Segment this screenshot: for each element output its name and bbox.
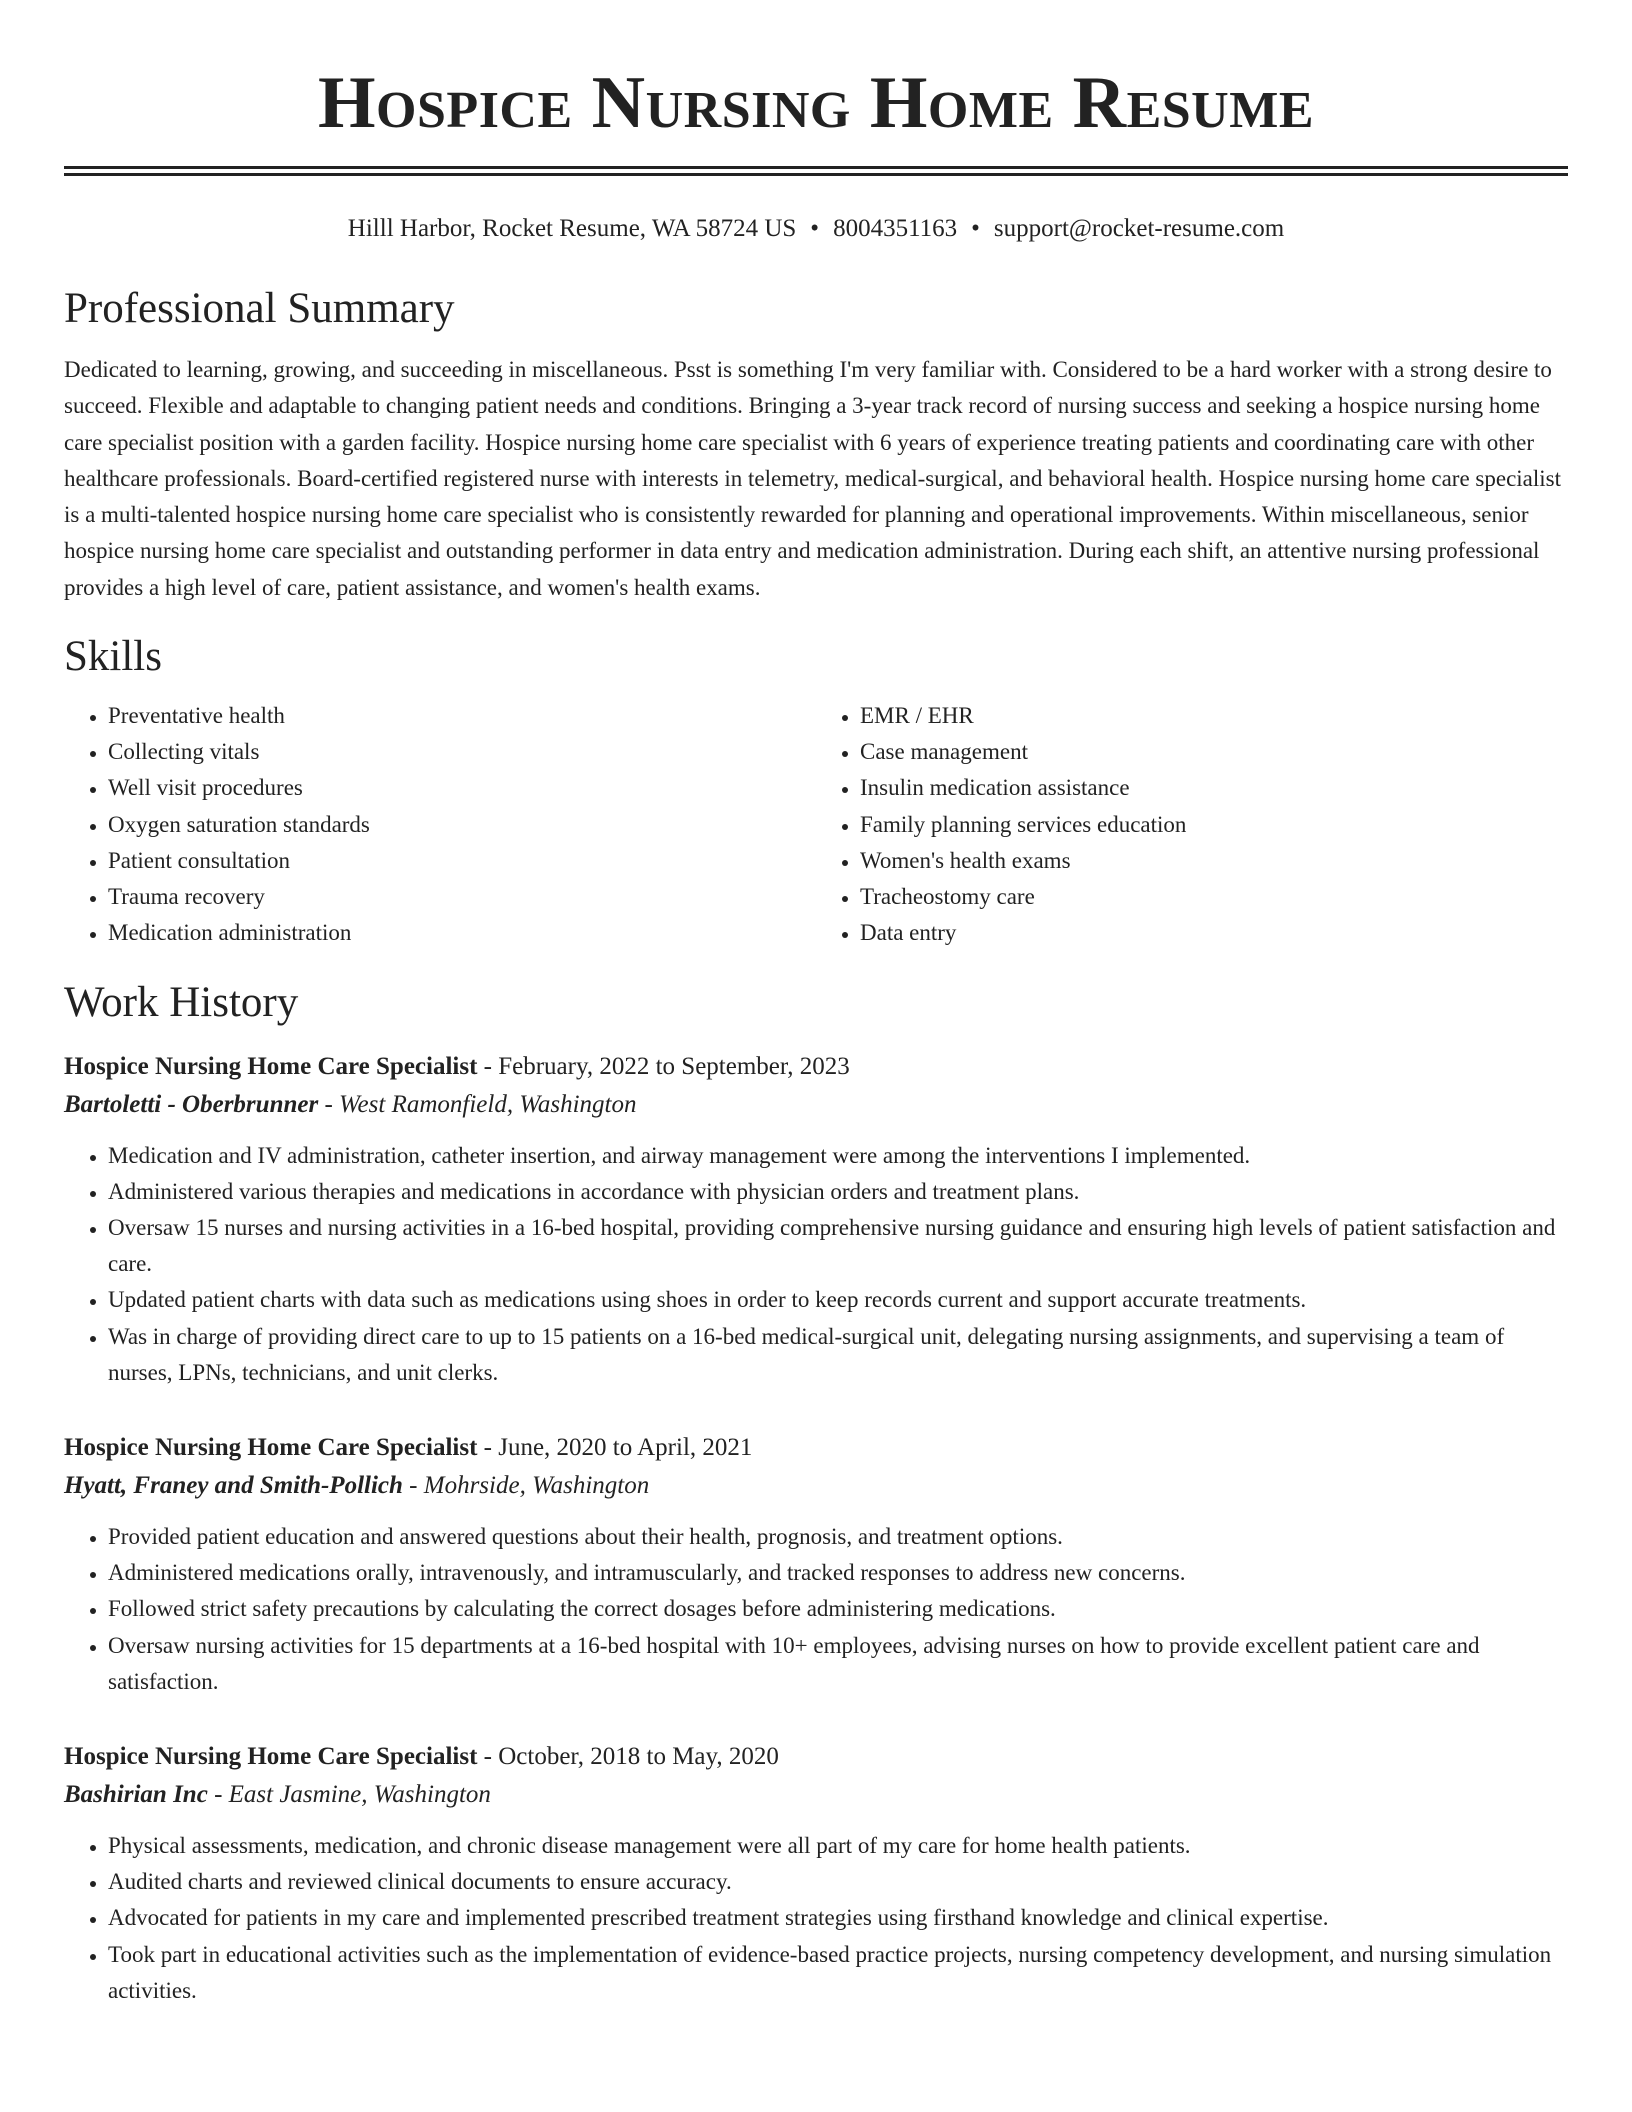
skill-item: • Collecting vitals xyxy=(108,734,816,770)
work-history-heading: Work History xyxy=(64,978,299,1026)
job-employer xyxy=(64,1467,1568,1505)
skill-item: • Well visit procedures xyxy=(108,770,816,806)
skills-list-left xyxy=(64,698,816,951)
job-bullet: • Was in charge of providing direct care to up to 15 patients on a 16-bed medical-surgical unit, delegating nursing assignments, and supervising a team of nurses, LPNs, technicians, and unit clerks. xyxy=(108,1319,1568,1391)
skill-item: • EMR / EHR xyxy=(860,698,1568,734)
job-bullet: • Provided patient education and answered questions about their health, prognosis, and treatment options. xyxy=(108,1519,1568,1555)
resume-title: Hospice Nursing Home Resume xyxy=(318,62,1314,144)
job-role: Hospice Nursing Home Care Specialist xyxy=(64,1052,478,1080)
job-bullet: • Oversaw 15 nurses and nursing activities in a 16-bed hospital, providing comprehensive nursing guidance and ensuring high levels of patient satisfaction and care. xyxy=(108,1210,1568,1282)
job-location: - Mohrside, Washington xyxy=(402,1471,650,1499)
job-employer xyxy=(64,1086,1568,1124)
job-location: - East Jasmine, Washington xyxy=(207,1780,491,1808)
job-location: - West Ramonfield, Washington xyxy=(318,1090,637,1118)
job-bullet: • Advocated for patients in my care and implemented prescribed treatment strategies using firsthand knowledge and clinical expertise. xyxy=(108,1900,1568,1936)
job-bullet: • Followed strict safety precautions by calculating the correct dosages before administering medications. xyxy=(108,1591,1568,1627)
job-header xyxy=(64,1738,1568,1776)
skill-item: • Data entry xyxy=(860,915,1568,951)
skill-item: • Case management xyxy=(860,734,1568,770)
skill-item: • Medication administration xyxy=(108,915,816,951)
job-bullet: • Administered medications orally, intravenously, and intramuscularly, and tracked responses to address new concerns. xyxy=(108,1555,1568,1591)
job-bullet: • Administered various therapies and medications in accordance with physician orders and treatment plans. xyxy=(108,1174,1568,1210)
skill-item: • Women's health exams xyxy=(860,843,1568,879)
job-bullets xyxy=(64,1828,1568,2009)
job-bullet: • Audited charts and reviewed clinical documents to ensure accuracy. xyxy=(108,1864,1568,1900)
summary-text: Dedicated to learning, growing, and succeeding in miscellaneous. Psst is something I'm very familiar with. Considered to be a hard worker with a strong desire to succeed. Flexible and adaptable to changing patient needs and conditions. Bringing a 3-year track record of nursing success and seeking a hospice nursing home care specialist position with a garden facility. Hospice nursing home care specialist with 6 years of experience treating patients and coordinating care with other healthcare professionals. Board-certified registered nurse with interests in telemetry, medical-surgical, and behavioral health. Hospice nursing home care specialist is a multi-talented hospice nursing home care specialist who is consistently rewarded for planning and operational improvements. Within miscellaneous, senior hospice nursing home care specialist and outstanding performer in data entry and medication administration. During each shift, an attentive nursing professional provides a high level of care, patient assistance, and women's health exams. xyxy=(64,357,1562,600)
job-company: Bartoletti - Oberbrunner xyxy=(64,1090,319,1118)
job-role: Hospice Nursing Home Care Specialist xyxy=(64,1433,478,1461)
job-bullet: • Took part in educational activities such as the implementation of evidence-based practice projects, nursing competency development, and nursing simulation activities. xyxy=(108,1937,1568,2009)
job-entry xyxy=(64,1048,1568,1391)
skill-item: • Tracheostomy care xyxy=(860,879,1568,915)
skill-item: • Preventative health xyxy=(108,698,816,734)
job-bullet: • Oversaw nursing activities for 15 departments at a 16-bed hospital with 10+ employees, advising nurses on how to provide excellent patient care and satisfaction. xyxy=(108,1628,1568,1700)
job-bullet: • Medication and IV administration, catheter insertion, and airway management were among the interventions I implemented. xyxy=(108,1138,1568,1174)
job-role: Hospice Nursing Home Care Specialist xyxy=(64,1742,478,1770)
job-company: Hyatt, Franey and Smith-Pollich xyxy=(64,1471,403,1499)
job-bullets xyxy=(64,1519,1568,1700)
skills-heading: Skills xyxy=(64,633,162,681)
contact-email: support@rocket-resume.com xyxy=(993,215,1285,242)
skill-item: • Family planning services education xyxy=(860,807,1568,843)
skill-item: • Insulin medication assistance xyxy=(860,770,1568,806)
summary-heading: Professional Summary xyxy=(64,285,455,332)
contact-phone: 8004351163 xyxy=(833,215,958,242)
skills-columns xyxy=(64,698,1568,951)
skill-item: • Trauma recovery xyxy=(108,879,816,915)
job-dates: - October, 2018 to May, 2020 xyxy=(477,1742,779,1770)
skills-list-right xyxy=(816,698,1568,951)
skill-item: • Oxygen saturation standards xyxy=(108,807,816,843)
job-entry xyxy=(64,1738,1568,2009)
contact-separator: • xyxy=(971,215,980,242)
contact-separator: • xyxy=(810,215,820,242)
contact-line xyxy=(64,212,1568,246)
skill-item: • Patient consultation xyxy=(108,843,816,879)
job-bullets xyxy=(64,1138,1568,1391)
title-double-rule xyxy=(64,166,1568,176)
job-dates: - February, 2022 to September, 2023 xyxy=(477,1052,850,1080)
job-bullet: • Updated patient charts with data such as medications using shoes in order to keep records current and support accurate treatments. xyxy=(108,1282,1568,1318)
contact-address: Hilll Harbor, Rocket Resume, WA 58724 US xyxy=(347,215,797,242)
job-dates: - June, 2020 to April, 2021 xyxy=(477,1433,753,1461)
job-employer xyxy=(64,1776,1568,1814)
job-bullet: • Physical assessments, medication, and chronic disease management were all part of my care for home health patients. xyxy=(108,1828,1568,1864)
job-entry xyxy=(64,1429,1568,1700)
job-header xyxy=(64,1048,1568,1086)
job-header xyxy=(64,1429,1568,1467)
job-company: Bashirian Inc xyxy=(64,1780,208,1808)
